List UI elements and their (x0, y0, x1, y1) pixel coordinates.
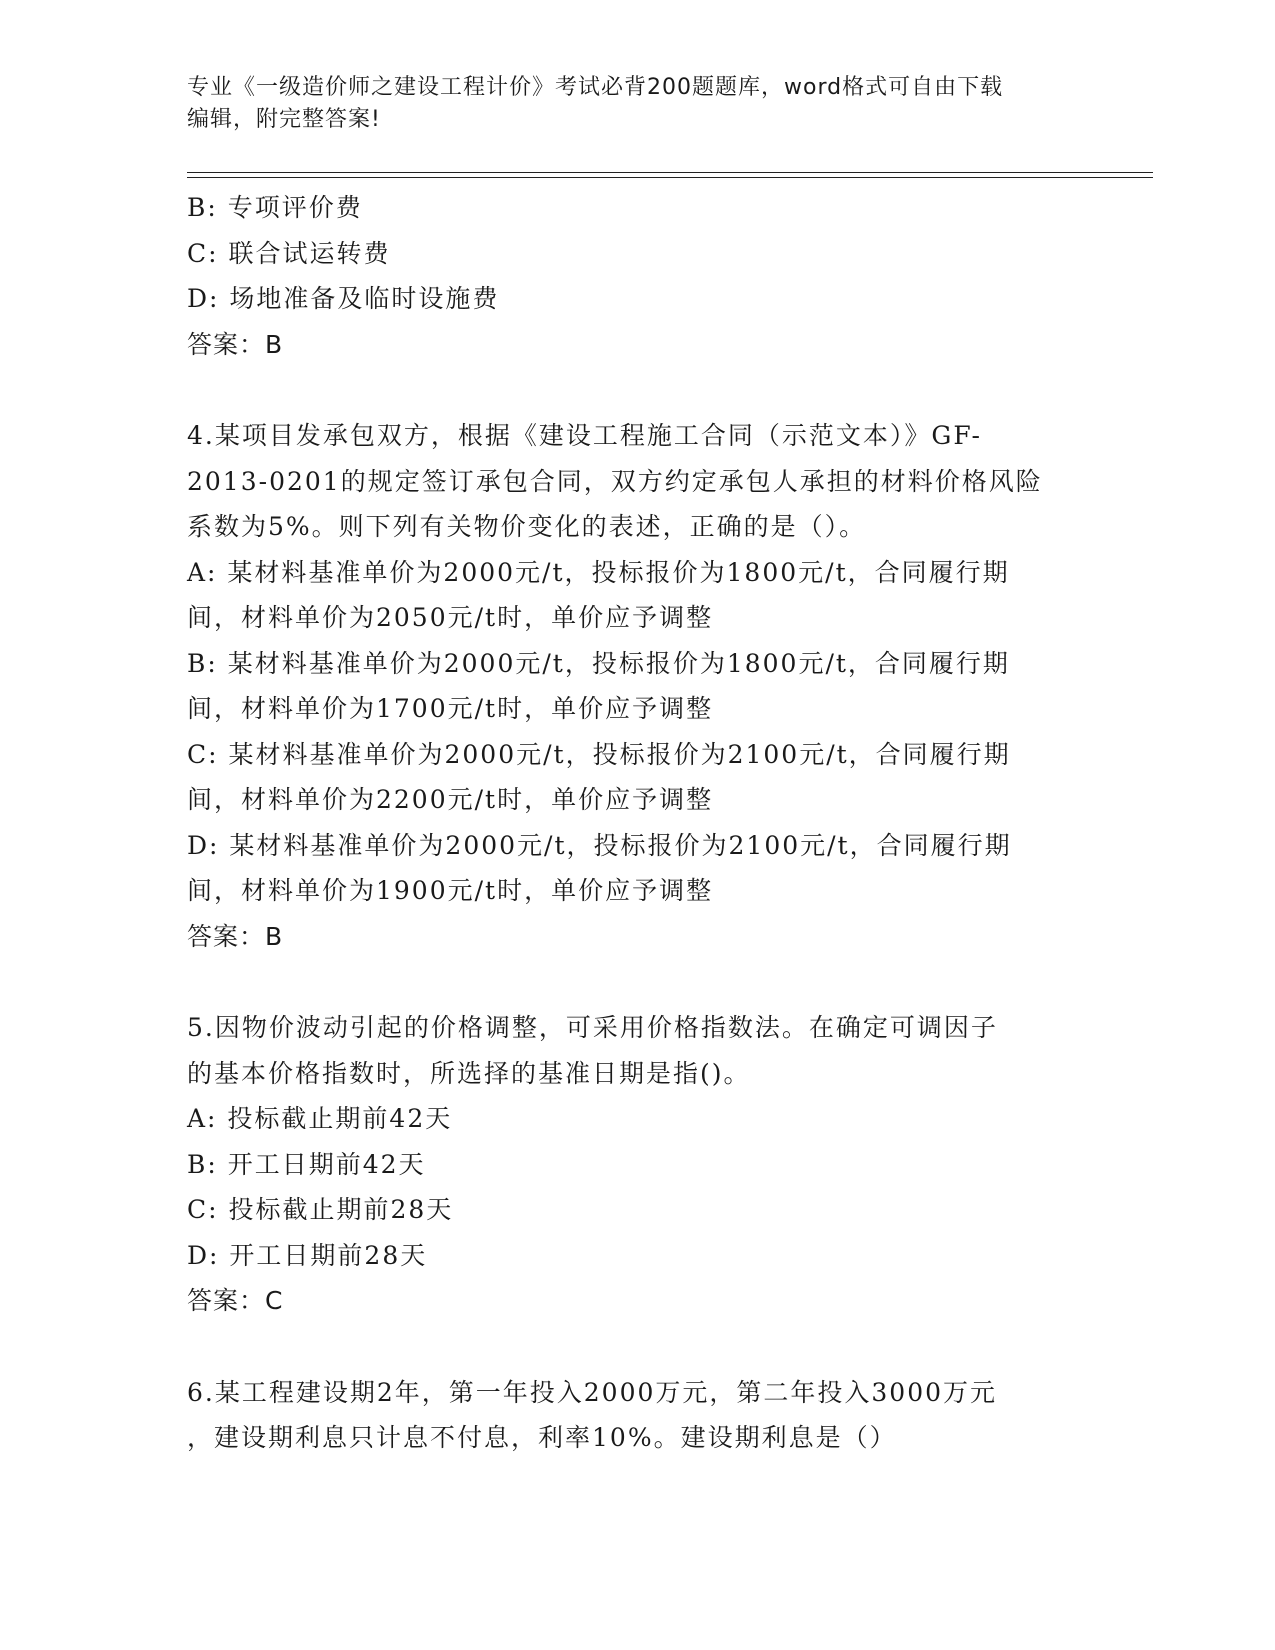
q6-stem-line-1: 6.某工程建设期2年，第一年投入2000万元，第二年投入3000万元 (187, 1377, 998, 1407)
q4-stem-line-2: 2013-0201的规定签订承包合同，双方约定承包人承担的材料价格风险 (187, 466, 1043, 496)
q6-stem-line-2: ，建设期利息只计息不付息，利率10%。建设期利息是（） (187, 1423, 897, 1452)
q4-option-d-cont: 间，材料单价为1900元/t时，单价应予调整 (187, 876, 714, 905)
q5-stem-line-2: 的基本价格指数时，所选择的基准日期是指()。 (187, 1058, 751, 1088)
q3-answer: 答案：B (187, 329, 284, 359)
header-line-2: 编辑，附完整答案! (187, 107, 381, 132)
q3-option-c: C: 联合试运转费 (187, 238, 391, 268)
spacer (187, 1324, 1087, 1370)
q5-stem-line-1: 5.因物价波动引起的价格调整，可采用价格指数法。在确定可调因子 (187, 1013, 998, 1042)
header-rule-bottom (187, 177, 1153, 178)
question-3-tail (187, 185, 1087, 367)
q4-option-b-cont: 间，材料单价为1700元/t时，单价应予调整 (187, 694, 714, 723)
spacer (187, 367, 1087, 413)
question-4 (187, 413, 1087, 959)
q4-option-c-cont: 间，材料单价为2200元/t时，单价应予调整 (187, 785, 714, 814)
q5-option-c: C: 投标截止期前28天 (187, 1195, 454, 1224)
q5-answer: 答案：C (187, 1286, 284, 1315)
q4-option-a: A: 某材料基准单价为2000元/t，投标报价为1800元/t，合同履行期 (187, 557, 1010, 587)
question-content (187, 185, 1087, 1461)
document-header (187, 72, 1087, 136)
q3-option-d: D: 场地准备及临时设施费 (187, 284, 500, 313)
q5-option-a: A: 投标截止期前42天 (187, 1104, 453, 1133)
q4-option-c: C: 某材料基准单价为2000元/t，投标报价为2100元/t，合同履行期 (187, 739, 1011, 769)
q5-option-d: D: 开工日期前28天 (187, 1240, 428, 1270)
question-5 (187, 1005, 1087, 1324)
q5-option-b: B: 开工日期前42天 (187, 1149, 426, 1179)
q3-option-b: B: 专项评价费 (187, 193, 363, 222)
q4-stem-line-3: 系数为5%。则下列有关物价变化的表述，正确的是（）。 (187, 512, 867, 541)
q4-answer: 答案：B (187, 921, 284, 951)
q4-stem-line-1: 4.某项目发承包双方，根据《建设工程施工合同（示范文本）》GF- (187, 421, 982, 450)
question-6 (187, 1370, 1087, 1461)
header-rule-top (187, 172, 1153, 173)
header-line-1: 专业《一级造价师之建设工程计价》考试必背200题题库，word格式可自由下载 (187, 75, 1004, 100)
q4-option-a-cont: 间，材料单价为2050元/t时，单价应予调整 (187, 603, 714, 632)
spacer (187, 959, 1087, 1005)
q4-option-b: B: 某材料基准单价为2000元/t，投标报价为1800元/t，合同履行期 (187, 648, 1010, 678)
q4-option-d: D: 某材料基准单价为2000元/t，投标报价为2100元/t，合同履行期 (187, 830, 1012, 860)
